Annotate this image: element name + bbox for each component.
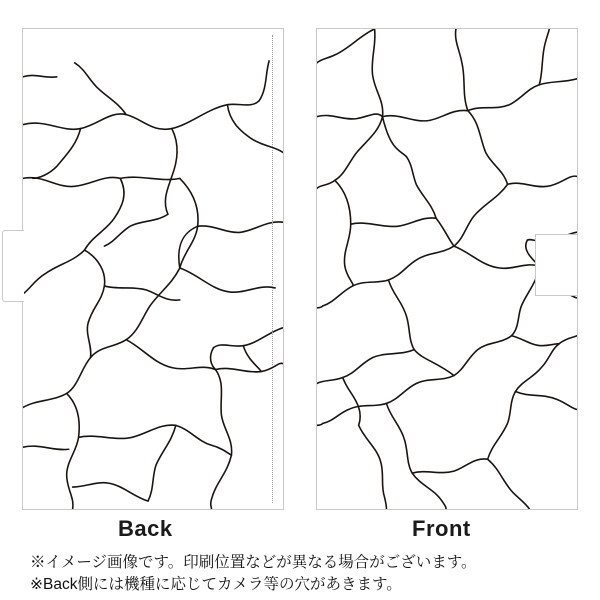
case-panel-back <box>22 28 284 510</box>
note-line-image: ※イメージ画像です。印刷位置などが異なる場合がございます。 <box>30 554 477 571</box>
note-line-camera-hole: ※Back側には機種に応じてカメラ等の穴があきます。 <box>30 576 402 593</box>
caption-back: Back <box>118 516 173 541</box>
magnetic-closure-tab <box>535 234 578 296</box>
case-panel-front <box>316 28 578 510</box>
disclaimer-notes <box>30 552 590 596</box>
panel-captions <box>0 516 600 550</box>
caption-front: Front <box>412 516 471 541</box>
card-pocket-flap <box>2 230 24 302</box>
fold-stitch-line <box>272 35 273 503</box>
crack-pattern-back <box>23 29 283 509</box>
